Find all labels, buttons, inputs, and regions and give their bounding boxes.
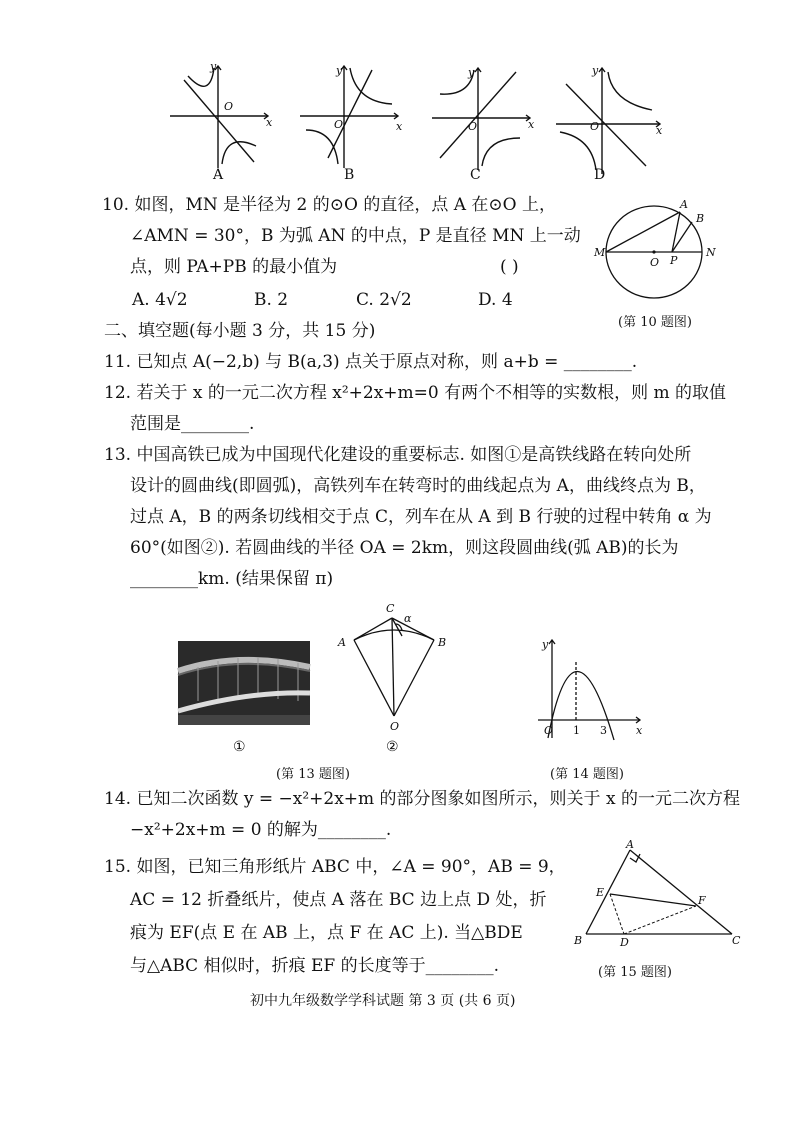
q15-line2: AC = 12 折叠纸片，使点 A 落在 BC 边上点 D 处，折 <box>130 890 547 910</box>
svg-text:A: A <box>680 198 688 211</box>
page-footer: 初中九年级数学学科试题 第 3 页 (共 6 页) <box>250 993 516 1009</box>
q13-figure-caption: (第 13 题图) <box>276 767 350 782</box>
q13-line4: 60°(如图②). 若圆曲线的半径 OA = 2km，则这段圆曲线(弧 AB)的长为 <box>130 538 679 558</box>
svg-text:O: O <box>334 118 344 131</box>
q13-fig2-label: ② <box>386 739 399 755</box>
q9-option-b: B <box>344 167 355 183</box>
svg-text:y: y <box>468 66 475 79</box>
svg-text:O: O <box>544 724 554 737</box>
svg-text:x: x <box>528 118 535 131</box>
q10-line2: ∠AMN = 30°，B 为弧 AN 的中点，P 是直径 MN 上一动 <box>130 226 581 246</box>
svg-text:y: y <box>592 64 599 77</box>
svg-text:P: P <box>670 254 678 267</box>
svg-text:N: N <box>706 246 716 259</box>
q13-line2: 设计的圆曲线(即圆弧)，高铁列车在转弯时的曲线起点为 A，曲线终点为 B， <box>130 476 706 496</box>
svg-text:1: 1 <box>573 724 580 737</box>
q9-option-c: C <box>470 167 481 183</box>
q14-figure-caption: (第 14 题图) <box>550 767 624 782</box>
svg-text:C: C <box>732 934 741 947</box>
svg-text:C: C <box>386 602 395 615</box>
q10-line3: 点，则 PA+PB 的最小值为 <box>130 257 338 277</box>
q13-train-photo <box>178 641 310 725</box>
svg-text:O: O <box>390 720 400 733</box>
svg-text:A: A <box>626 838 634 851</box>
q12-line1: 12. 若关于 x 的一元二次方程 x²+2x+m=0 有两个不相等的实数根，则 m 的取值 <box>104 383 727 403</box>
q10-choice-b: B. 2 <box>254 290 289 310</box>
q9-graph-c <box>432 68 530 170</box>
svg-text:3: 3 <box>600 724 607 737</box>
svg-text:x: x <box>396 120 403 133</box>
q10-answer-paren: ( ) <box>500 257 519 277</box>
svg-text:E: E <box>596 886 605 899</box>
q9a-y: y <box>210 60 217 73</box>
q13-figure2 <box>334 600 464 734</box>
svg-text:α: α <box>404 612 412 625</box>
q9-graph-a <box>170 66 268 168</box>
q10-label-m: M <box>594 246 606 259</box>
q13-fig1-label: ① <box>233 739 246 755</box>
q9-option-a: A <box>213 167 224 183</box>
svg-text:y: y <box>542 638 549 651</box>
q10-figure <box>592 194 722 314</box>
q15-line1: 15. 如图，已知三角形纸片 ABC 中，∠A = 90°，AB = 9， <box>104 857 566 877</box>
q14-line2: −x²+2x+m = 0 的解为________. <box>130 820 392 840</box>
svg-text:A: A <box>338 636 346 649</box>
q9-graph-b <box>300 66 398 168</box>
svg-text:B: B <box>574 934 583 947</box>
section-title-fill-in: 二、填空题(每小题 3 分，共 15 分) <box>104 321 376 341</box>
q15-figure-caption: (第 15 题图) <box>598 965 672 980</box>
q14-line1: 14. 已知二次函数 y = −x²+2x+m 的部分图象如图所示，则关于 x 的一元二次方程 <box>104 789 740 809</box>
svg-text:D: D <box>620 936 629 949</box>
q9-option-d: D <box>594 167 606 183</box>
svg-text:O: O <box>650 256 660 269</box>
q12-line2: 范围是________. <box>130 414 255 434</box>
svg-text:B: B <box>438 636 447 649</box>
svg-text:O: O <box>468 120 478 133</box>
q10-figure-caption: (第 10 题图) <box>618 315 692 330</box>
q10-choice-d: D. 4 <box>478 290 513 310</box>
q15-line3: 痕为 EF(点 E 在 AB 上，点 F 在 AC 上). 当△BDE <box>130 923 523 943</box>
q13-line1: 13. 中国高铁已成为中国现代化建设的重要标志. 如图①是高铁线路在转向处所 <box>104 445 692 465</box>
svg-text:F: F <box>698 894 706 907</box>
q10-choice-a: A. 4√2 <box>132 290 188 310</box>
q15-line4: 与△ABC 相似时，折痕 EF 的长度等于________. <box>130 956 499 976</box>
svg-text:O: O <box>590 120 600 133</box>
q9a-x: x <box>266 116 273 129</box>
q14-figure <box>530 634 650 746</box>
svg-text:y: y <box>336 64 343 77</box>
svg-text:x: x <box>636 724 643 737</box>
q9a-o: O <box>224 100 234 113</box>
q10-choice-c: C. 2√2 <box>356 290 412 310</box>
q13-line5: ________km. (结果保留 π) <box>130 569 334 589</box>
q11-text: 11. 已知点 A(−2,b) 与 B(a,3) 点关于原点对称，则 a+b = ________. <box>104 352 638 372</box>
q9-graphs <box>170 58 663 188</box>
q13-line3: 过点 A，B 的两条切线相交于点 C，列车在从 A 到 B 行驶的过程中转角 α 为 <box>130 507 712 527</box>
q9-graph-d <box>556 68 660 174</box>
q10-line1: 10. 如图，MN 是半径为 2 的⊙O 的直径，点 A 在⊙O 上， <box>102 195 557 215</box>
svg-text:B: B <box>696 212 705 225</box>
svg-text:x: x <box>656 124 663 137</box>
q15-figure <box>570 840 750 954</box>
